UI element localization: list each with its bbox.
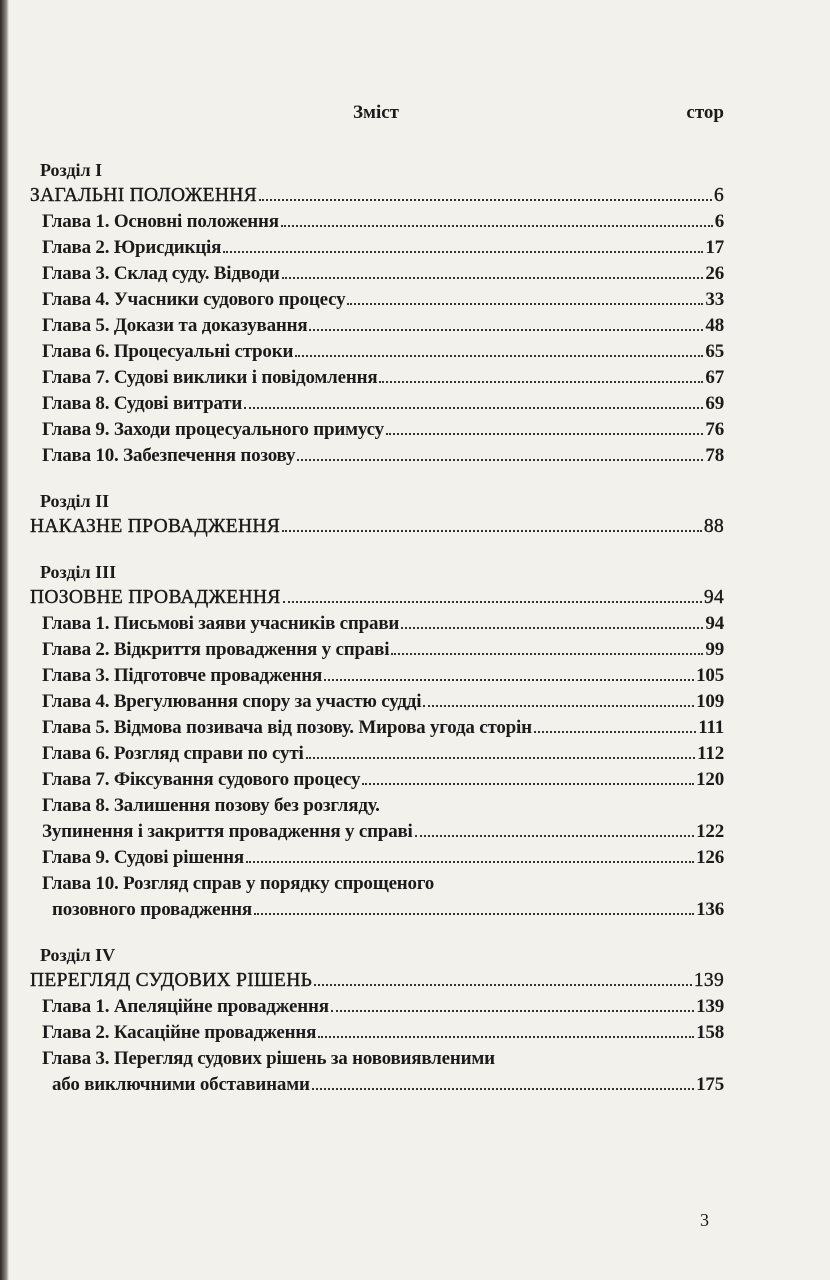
chapter-entry-page: 69	[705, 393, 724, 414]
dot-leader	[259, 199, 712, 201]
chapter-entry	[30, 741, 724, 767]
dot-leader	[306, 757, 696, 759]
toc-section	[30, 942, 724, 1098]
dot-leader	[312, 1088, 694, 1090]
dot-leader	[282, 530, 702, 532]
chapter-entry	[30, 1020, 724, 1046]
dot-leader	[246, 861, 694, 863]
chapter-entry-page: 139	[696, 996, 724, 1017]
toc-section	[30, 488, 724, 540]
chapter-entry-page: 26	[705, 263, 724, 284]
chapter-entry-text: Глава 2. Касаційне провадження	[42, 1022, 317, 1043]
section-label: Розділ II	[40, 491, 110, 511]
chapter-entry-page: 94	[705, 613, 724, 634]
section-title-text: ЗАГАЛЬНІ ПОЛОЖЕННЯ	[30, 185, 257, 206]
toc-header	[30, 98, 724, 138]
chapter-entry-text: Глава 7. Фіксування судового процесу	[42, 769, 361, 790]
toc-title: Зміст	[353, 102, 400, 123]
dot-leader	[423, 705, 694, 707]
dot-leader	[534, 731, 696, 733]
chapter-entry	[30, 287, 724, 313]
dot-leader	[309, 329, 703, 331]
chapter-entry-page: 6	[714, 211, 724, 232]
chapter-entry-page: 120	[696, 769, 724, 790]
section-title-text: ПЕРЕГЛЯД СУДОВИХ РІШЕНЬ	[30, 970, 313, 991]
chapter-entry-page: 67	[705, 367, 724, 388]
dot-leader	[324, 679, 694, 681]
chapter-entry-page: 109	[696, 691, 724, 712]
chapter-entry-page: 122	[696, 821, 724, 842]
chapter-entry	[30, 417, 724, 443]
section-title-page: 6	[713, 185, 724, 206]
chapter-entry-text: Глава 10. Забезпечення позову	[42, 445, 296, 466]
page-edge-shadow	[0, 0, 9, 1280]
dot-leader	[347, 303, 703, 305]
chapter-entry	[30, 663, 724, 689]
dot-leader	[254, 913, 694, 915]
chapter-entry-page: 158	[696, 1022, 724, 1043]
chapter-entry-text: Глава 7. Судові виклики і повідомлення	[42, 367, 378, 388]
chapter-entry-text: Глава 2. Відкриття провадження у справі	[42, 639, 390, 660]
chapter-entry-text: Глава 6. Розгляд справи по суті	[42, 743, 304, 764]
dot-leader	[283, 601, 702, 603]
chapter-entry-page: 78	[705, 445, 724, 466]
chapter-entry-text: або виключними обставинами	[52, 1074, 310, 1095]
section-title	[30, 183, 724, 209]
chapter-line: Глава 8. Залишення позову без розгляду.	[42, 795, 380, 816]
chapter-entry	[30, 819, 724, 845]
section-title	[30, 585, 724, 611]
table-of-contents	[30, 98, 724, 1106]
chapter-entry-page: 111	[698, 717, 724, 738]
section-label: Розділ III	[40, 562, 117, 582]
chapter-line: Глава 3. Перегляд судових рішень за нововиявленими	[42, 1048, 495, 1069]
chapter-entry	[30, 235, 724, 261]
chapter-entry-page: 76	[705, 419, 724, 440]
dot-leader	[379, 381, 703, 383]
chapter-entry-page: 99	[705, 639, 724, 660]
chapter-entry	[30, 611, 724, 637]
chapter-entry-text: Глава 8. Судові витрати	[42, 393, 243, 414]
dot-leader	[244, 407, 703, 409]
chapter-entry	[30, 897, 724, 923]
dot-leader	[314, 984, 692, 986]
chapter-line: Глава 10. Розгляд справ у порядку спрощеного	[42, 873, 435, 894]
page-number: 3	[700, 1210, 709, 1230]
dot-leader	[318, 1036, 694, 1038]
dot-leader	[295, 355, 703, 357]
chapter-entry	[30, 845, 724, 871]
dot-leader	[415, 835, 694, 837]
chapter-entry-page: 48	[705, 315, 724, 336]
section-title-text: ПОЗОВНЕ ПРОВАДЖЕННЯ	[30, 587, 281, 608]
chapter-entry-text: Глава 1. Основні положення	[42, 211, 279, 232]
chapter-entry-page: 126	[696, 847, 724, 868]
chapter-entry-page: 136	[696, 899, 724, 920]
chapter-entry-text: Глава 3. Підготовче провадження	[42, 665, 323, 686]
chapter-entry-page: 65	[705, 341, 724, 362]
section-title-page: 94	[703, 587, 724, 608]
dot-leader	[401, 627, 703, 629]
dot-leader	[391, 653, 703, 655]
chapter-entry	[30, 261, 724, 287]
chapter-entry-text: Глава 9. Судові рішення	[42, 847, 244, 868]
chapter-entry	[30, 637, 724, 663]
dot-leader	[223, 251, 703, 253]
dot-leader	[297, 459, 703, 461]
toc-section	[30, 157, 724, 469]
dot-leader	[362, 783, 694, 785]
dot-leader	[282, 277, 704, 279]
chapter-entry-page: 33	[705, 289, 724, 310]
chapter-entry-text: Глава 2. Юрисдикція	[42, 237, 222, 258]
chapter-entry-page: 17	[705, 237, 724, 258]
chapter-entry-page: 112	[697, 743, 724, 764]
chapter-entry	[30, 313, 724, 339]
chapter-entry-text: Зупинення і закриття провадження у справі	[42, 821, 413, 842]
chapter-entry-text: Глава 5. Докази та доказування	[42, 315, 308, 336]
chapter-entry	[30, 391, 724, 417]
toc-section	[30, 559, 724, 923]
section-title-text: НАКАЗНЕ ПРОВАДЖЕННЯ	[30, 516, 281, 537]
chapter-entry	[30, 715, 724, 741]
section-title	[30, 968, 724, 994]
dot-leader	[281, 225, 713, 227]
page-column-label: стор	[686, 102, 724, 123]
chapter-entry-text: Глава 5. Відмова позивача від позову. Мирова угода сторін	[42, 717, 532, 738]
chapter-entry-page: 175	[696, 1074, 724, 1095]
section-label: Розділ IV	[40, 945, 116, 965]
section-title	[30, 514, 724, 540]
dot-leader	[386, 433, 704, 435]
chapter-entry-page: 105	[696, 665, 724, 686]
chapter-entry	[30, 365, 724, 391]
chapter-entry	[30, 1072, 724, 1098]
chapter-entry	[30, 443, 724, 469]
chapter-entry	[30, 689, 724, 715]
chapter-entry	[30, 209, 724, 235]
chapter-entry	[30, 339, 724, 365]
chapter-entry-text: Глава 4. Учасники судового процесу	[42, 289, 346, 310]
chapter-entry-text: позовного провадження	[52, 899, 252, 920]
chapter-entry-text: Глава 9. Заходи процесуального примусу	[42, 419, 384, 440]
dot-leader	[331, 1010, 694, 1012]
section-label: Розділ I	[40, 160, 103, 180]
chapter-entry	[30, 994, 724, 1020]
chapter-entry-text: Глава 1. Письмові заяви учасників справи	[42, 613, 400, 634]
chapter-entry-text: Глава 1. Апеляційне провадження	[42, 996, 329, 1017]
section-title-page: 88	[703, 516, 724, 537]
chapter-entry-text: Глава 4. Врегулювання спору за участю судді	[42, 691, 422, 712]
chapter-entry-text: Глава 6. Процесуальні строки	[42, 341, 294, 362]
chapter-entry	[30, 767, 724, 793]
section-title-page: 139	[693, 970, 724, 991]
toc-sections	[30, 157, 724, 1098]
chapter-entry-text: Глава 3. Склад суду. Відводи	[42, 263, 280, 284]
